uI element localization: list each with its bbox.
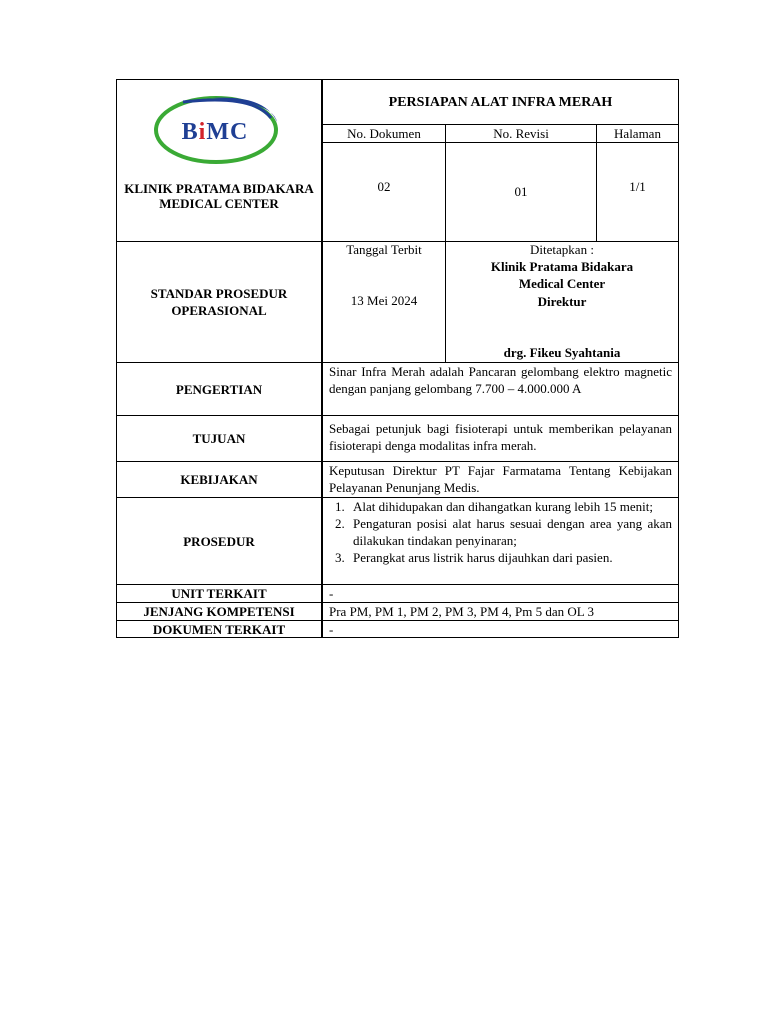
revision-value: 01 [514,184,528,199]
kebijakan-text: Keputusan Direktur PT Fajar Farmatama Tentang Kebijakan Pelayanan Penunjang Medis. [322,461,679,498]
doc-no-label: No. Dokumen [322,124,446,143]
approver-title: Direktur [537,294,587,309]
logo-cell [116,79,322,242]
tujuan-label: TUJUAN [116,415,322,462]
dokumen-terkait-label: DOKUMEN TERKAIT [116,620,322,638]
jenjang-kompetensi-value: Pra PM, PM 1, PM 2, PM 3, PM 4, Pm 5 dan OL 3 [322,602,679,621]
sop-label: STANDAR PROSEDUR OPERASIONAL [116,241,322,363]
list-item: 3. Perangkat arus listrik harus dijauhkan dari pasien. [335,550,613,565]
approval-cell [445,241,679,363]
doc-no-value-cell [322,142,446,242]
issue-date-label: Tanggal Terbit [346,242,422,257]
approved-label: Ditetapkan : [530,242,594,257]
sop-document [116,79,679,638]
approver-org: Klinik Pratama Bidakara Medical Center [490,259,634,291]
page-value: 1/1 [629,179,646,194]
svg-text:BiMC: BiMC [181,119,249,145]
kebijakan-label: KEBIJAKAN [116,461,322,498]
issue-date: 13 Mei 2024 [350,293,418,308]
tujuan-text: Sebagai petunjuk bagi fisioterapi untuk memberikan pelayanan fisioterapi denga modalitas infra merah. [322,415,679,462]
issue-date-cell [322,241,446,363]
unit-terkait-label: UNIT TERKAIT [116,584,322,603]
revision-value-cell [445,142,597,242]
bimc-logo [153,92,283,166]
revision-label: No. Revisi [445,124,597,143]
prosedur-cell [322,497,679,585]
unit-terkait-value: - [322,584,679,603]
clinic-name: KLINIK PRATAMA BIDAKARA MEDICAL CENTER [124,181,314,211]
list-item: 1. Alat dihidupakan dan dihangatkan kurang lebih 15 menit; [335,499,654,514]
pengertian-label: PENGERTIAN [116,362,322,416]
approver-name: drg. Fikeu Syahtania [503,345,621,360]
document-title: PERSIAPAN ALAT INFRA MERAH [322,79,679,125]
list-item: 2. Pengaturan posisi alat harus sesuai dengan area yang akan dilakukan tindakan penyinaran; [335,516,672,548]
doc-no-value: 02 [377,179,391,194]
prosedur-list [323,498,678,566]
page-label: Halaman [596,124,679,143]
page-value-cell [596,142,679,242]
pengertian-text: Sinar Infra Merah adalah Pancaran gelombang elektro magnetic dengan panjang gelombang 7.700 – 4.000.000 A [322,362,679,416]
jenjang-kompetensi-label: JENJANG KOMPETENSI [116,602,322,621]
prosedur-label: PROSEDUR [116,497,322,585]
dokumen-terkait-value: - [322,620,679,638]
